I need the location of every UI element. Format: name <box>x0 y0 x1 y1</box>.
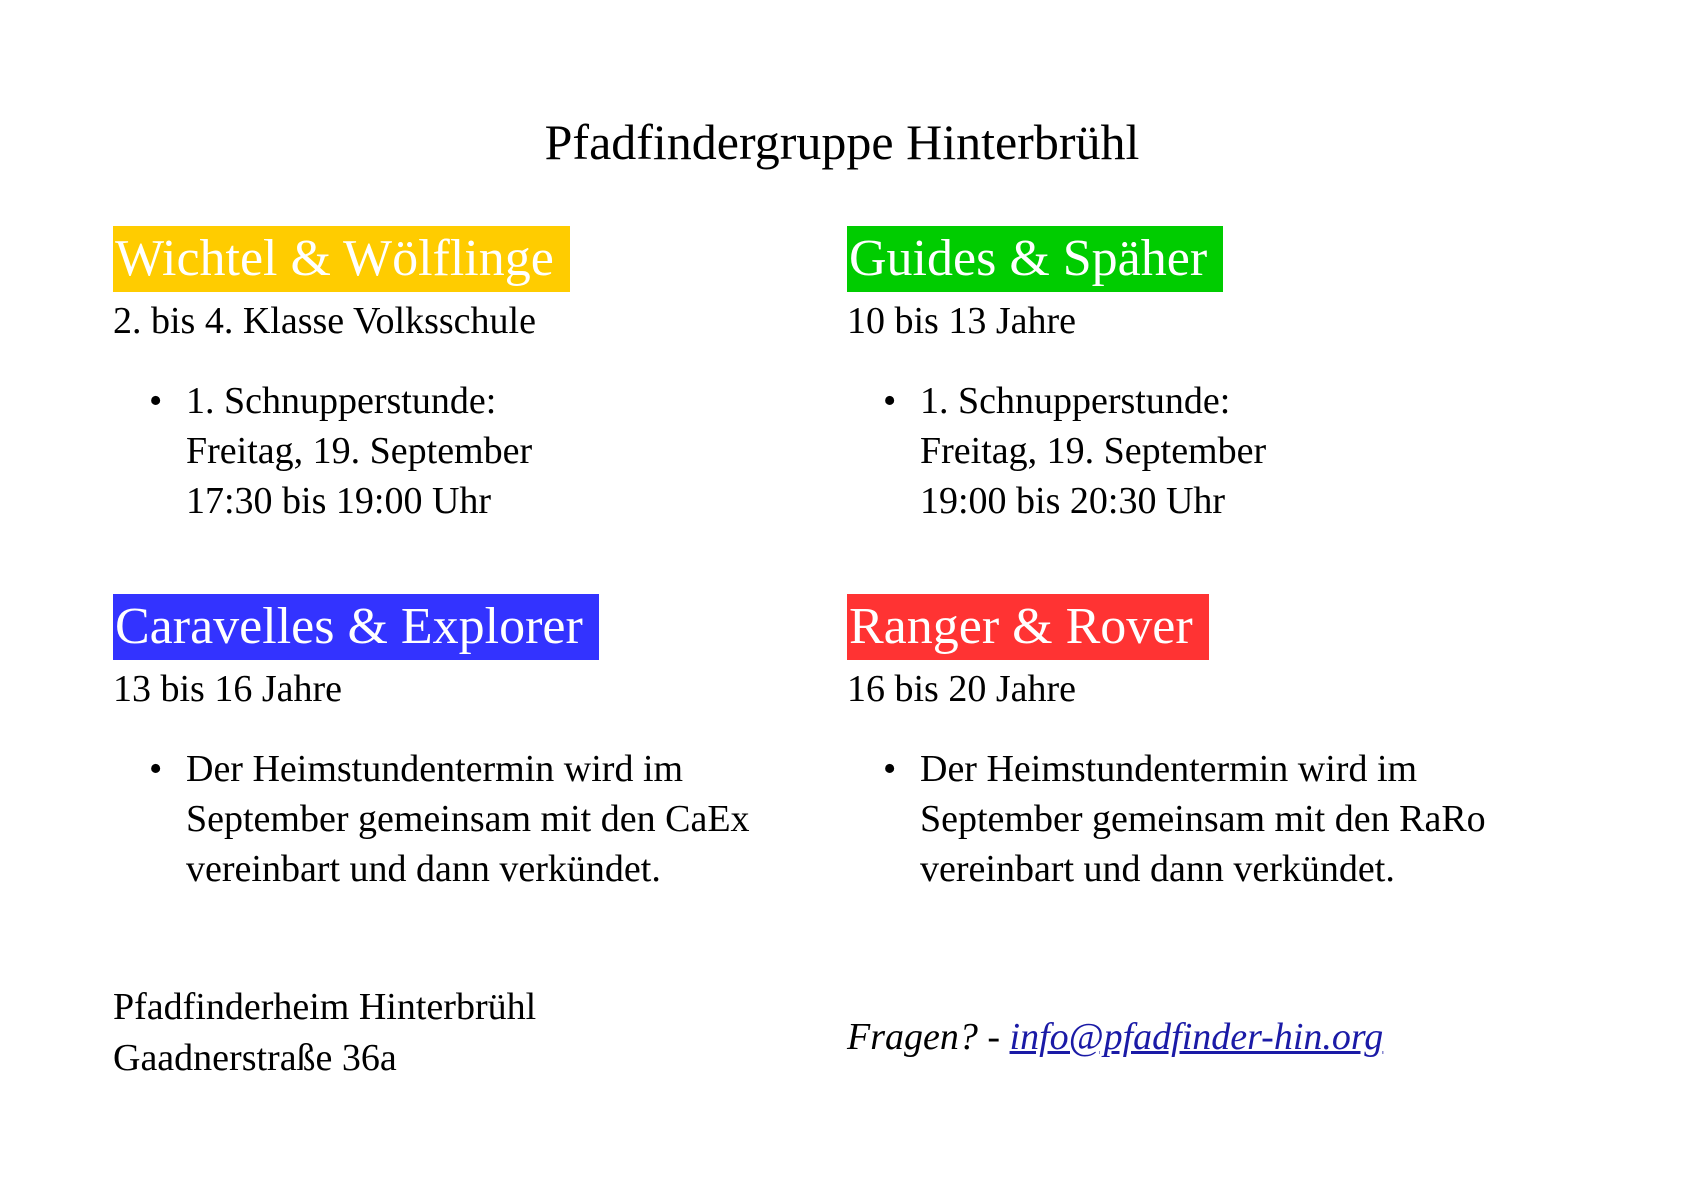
bullet-line: Freitag, 19. September <box>186 430 533 472</box>
list-item <box>847 744 1627 894</box>
list-item <box>113 744 893 894</box>
section-title: Wichtel & Wölflinge <box>113 226 570 292</box>
bullet-list <box>113 744 893 894</box>
section-title: Ranger & Rover <box>847 594 1209 660</box>
bullet-list <box>847 376 1627 526</box>
bullet-line: • Der Heimstundentermin wird im <box>186 748 684 790</box>
bullet-line: 19:00 bis 20:30 Uhr <box>920 480 1226 522</box>
bullet-line: vereinbart und dann verkündet. <box>186 848 661 890</box>
section-subtitle: 16 bis 20 Jahre <box>847 668 1077 710</box>
address-block <box>113 982 536 1084</box>
email-link[interactable]: info@pfadfinder-hin.org <box>1009 1016 1384 1058</box>
bullet-line: • 1. Schnupperstunde: <box>920 380 1231 422</box>
list-item <box>113 376 893 526</box>
contact-line <box>847 1012 1383 1062</box>
bullet-line: September gemeinsam mit den RaRo <box>920 798 1486 840</box>
section-ranger-rover <box>847 594 1627 894</box>
bullet-line: September gemeinsam mit den CaEx <box>186 798 750 840</box>
section-subtitle: 13 bis 16 Jahre <box>113 668 343 710</box>
bullet-list <box>847 744 1627 894</box>
section-subtitle: 10 bis 13 Jahre <box>847 300 1077 342</box>
section-title: Guides & Späher <box>847 226 1223 292</box>
section-title: Caravelles & Explorer <box>113 594 599 660</box>
bullet-line: vereinbart und dann verkündet. <box>920 848 1395 890</box>
address-line: Gaadnerstraße 36a <box>113 1037 397 1079</box>
section-caravelles-explorer <box>113 594 893 894</box>
page-title: Pfadfindergruppe Hinterbrühl <box>544 114 1140 170</box>
address-line: Pfadfinderheim Hinterbrühl <box>113 986 537 1028</box>
section-wichtel-woelflinge <box>113 226 893 526</box>
section-guides-spaeher <box>847 226 1627 526</box>
bullet-line: Freitag, 19. September <box>920 430 1267 472</box>
bullet-line: • 1. Schnupperstunde: <box>186 380 497 422</box>
bullet-line: 17:30 bis 19:00 Uhr <box>186 480 492 522</box>
section-subtitle: 2. bis 4. Klasse Volksschule <box>113 300 536 342</box>
questions-label: Fragen? - <box>847 1016 1010 1058</box>
bullet-line: • Der Heimstundentermin wird im <box>920 748 1418 790</box>
list-item <box>847 376 1627 526</box>
bullet-list <box>113 376 893 526</box>
